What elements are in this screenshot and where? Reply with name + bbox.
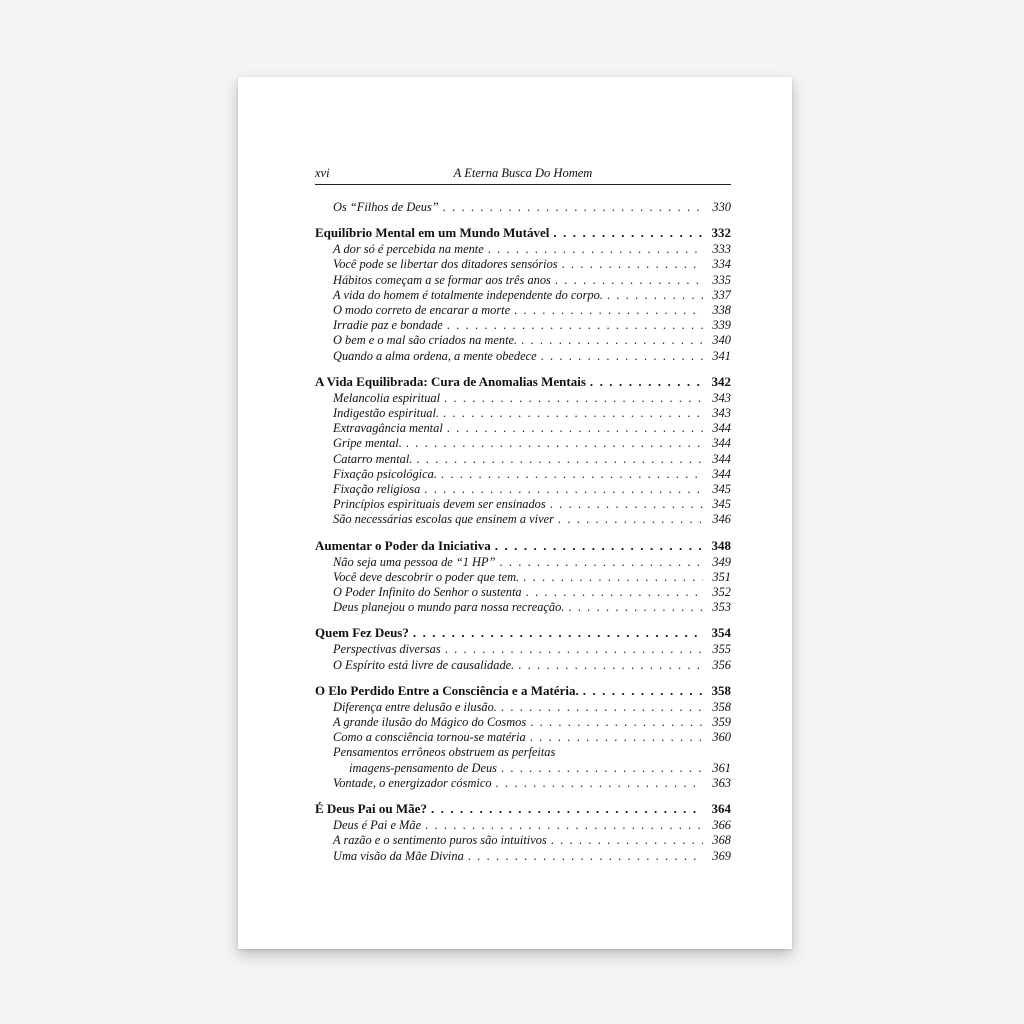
- toc-page-number: 343: [712, 406, 731, 421]
- toc-chapter-entry: [315, 800, 731, 817]
- toc-section-entry: [315, 467, 731, 482]
- toc-page-number: 344: [712, 466, 731, 481]
- toc-page-number: 358: [712, 699, 731, 714]
- toc-entry-title: Você pode se libertar dos ditadores sensórios: [333, 257, 558, 272]
- toc-entry-title: Deus planejou o mundo para nossa recreação.: [333, 600, 565, 615]
- toc-page-number: 356: [712, 657, 731, 672]
- toc-page-number: 338: [712, 303, 731, 318]
- dot-leader: [413, 624, 703, 641]
- running-head-title: A Eterna Busca Do Homem: [453, 166, 593, 180]
- toc-page-number: 349: [712, 554, 731, 569]
- toc-entry-title: Aumentar o Poder da Iniciativa: [315, 537, 491, 553]
- toc-section-entry: [315, 349, 731, 364]
- dot-leader: [607, 288, 703, 303]
- toc-page-number: 330: [712, 200, 731, 214]
- toc-page-number: 348: [711, 537, 731, 553]
- dot-leader: [443, 200, 703, 215]
- toc-section-entry: [315, 200, 731, 215]
- toc-page-number: 363: [712, 775, 731, 790]
- dot-leader: [495, 537, 703, 554]
- toc-entry-title: Irradie paz e bondade: [333, 318, 443, 333]
- toc-entry-title: A Vida Equilibrada: Cura de Anomalias Mentais: [315, 373, 586, 389]
- dot-leader: [447, 421, 703, 436]
- dot-leader: [551, 833, 703, 848]
- toc-page-number: 353: [712, 600, 731, 615]
- toc-page-number: 355: [712, 642, 731, 657]
- toc-page-number: 341: [712, 348, 731, 363]
- toc-section-entry: [315, 715, 731, 730]
- toc-chapter-entry: [315, 224, 731, 241]
- dot-leader: [583, 682, 703, 699]
- toc-entry-title: Indigestão espiritual.: [333, 406, 440, 421]
- toc-entry-title: O Elo Perdido Entre a Consciência e a Matéria.: [315, 682, 579, 698]
- toc-entry-title: A grande ilusão do Mágico do Cosmos: [333, 715, 527, 730]
- dot-leader: [558, 512, 703, 527]
- dot-leader: [530, 715, 703, 730]
- dot-leader: [521, 333, 703, 348]
- toc-page-number: 340: [712, 333, 731, 348]
- dot-leader: [416, 452, 703, 467]
- toc-page-number: 346: [712, 512, 731, 527]
- toc-section-entry: [315, 512, 731, 527]
- dot-leader: [444, 391, 703, 406]
- dot-leader: [488, 242, 703, 257]
- toc-section-entry: [315, 730, 731, 745]
- toc-section-entry: [315, 333, 731, 348]
- toc-entry-title: Fixação religiosa: [333, 482, 421, 497]
- toc-page-number: 344: [712, 451, 731, 466]
- toc-entry-title: Diferença entre delusão e ilusão.: [333, 699, 497, 714]
- toc-page-number: 333: [712, 242, 731, 257]
- toc-entry-title: A dor só é percebida na mente: [333, 242, 484, 257]
- toc-entry-title: Fixação psicológica.: [333, 466, 437, 481]
- toc-entry-title: Extravagância mental: [333, 421, 443, 436]
- toc-entry-title: São necessárias escolas que ensinem a viver: [333, 512, 554, 527]
- dot-leader: [550, 497, 703, 512]
- toc-section-entry: [315, 436, 731, 451]
- book-page: [238, 77, 792, 949]
- toc-entry-title: Princípios espirituais devem ser ensinados: [333, 497, 546, 512]
- toc-entry-title: Quando a alma ordena, a mente obedece: [333, 348, 537, 363]
- toc-page-number: 339: [712, 318, 731, 333]
- toc-page-number: 342: [711, 373, 731, 389]
- toc-page-number: 361: [712, 760, 731, 775]
- dot-leader: [526, 585, 703, 600]
- toc-entry-title: Não seja uma pessoa de “1 HP”: [333, 554, 496, 569]
- dot-leader: [501, 700, 703, 715]
- toc-section-entry: [315, 497, 731, 512]
- toc-entry-title: Como a consciência tornou-se matéria: [333, 730, 526, 745]
- toc-section-entry: [315, 570, 731, 585]
- toc-entry-title: Você deve descobrir o poder que tem.: [333, 569, 520, 584]
- toc-chapter-entry: [315, 624, 731, 641]
- toc-entry-title: Os “Filhos de Deus”: [333, 200, 439, 214]
- toc-page-number: 369: [712, 848, 731, 863]
- toc-page-number: 364: [711, 801, 731, 817]
- toc-entry-title: O bem e o mal são criados na mente.: [333, 333, 518, 348]
- dot-leader: [499, 555, 703, 570]
- toc-entry-title: A razão e o sentimento puros são intuitivos: [333, 833, 547, 848]
- toc-entry-title: Equilíbrio Mental em um Mundo Mutável: [315, 225, 550, 241]
- toc-page-number: 332: [711, 225, 731, 241]
- toc-entry-title: Gripe mental.: [333, 436, 402, 451]
- dot-leader: [553, 224, 703, 241]
- toc-section-entry: [315, 585, 731, 600]
- toc-section-entry: [315, 700, 731, 715]
- toc-section-entry: [315, 257, 731, 272]
- toc-page-number: 360: [712, 730, 731, 745]
- toc-chapter-entry: [315, 373, 731, 390]
- dot-leader: [441, 467, 703, 482]
- dot-leader: [590, 373, 703, 390]
- toc-entry-title: Perspectivas diversas: [333, 642, 441, 657]
- toc-entry-title: Uma visão da Mãe Divina: [333, 848, 464, 863]
- dot-leader: [514, 303, 703, 318]
- toc-page-number: 343: [712, 390, 731, 405]
- toc-section-entry: [315, 391, 731, 406]
- toc-page-number: 366: [712, 818, 731, 833]
- dot-leader: [555, 273, 703, 288]
- dot-leader: [518, 658, 703, 673]
- toc-entry-title: imagens-pensamento de Deus: [349, 760, 497, 775]
- toc-entry-title: O Espírito está livre de causalidade.: [333, 657, 515, 672]
- toc-entry-title: O modo correto de encarar a morte: [333, 303, 511, 318]
- dot-leader: [541, 349, 703, 364]
- toc-entry-title: Catarro mental.: [333, 451, 413, 466]
- dot-leader: [447, 318, 703, 333]
- toc-entry-title: A vida do homem é totalmente independente do corpo.: [333, 287, 603, 302]
- toc-section-entry: [315, 421, 731, 436]
- toc-page-number: 352: [712, 585, 731, 600]
- dot-leader: [443, 406, 703, 421]
- toc-page-number: 344: [712, 421, 731, 436]
- dot-leader: [468, 849, 703, 864]
- dot-leader: [496, 776, 703, 791]
- dot-leader: [425, 818, 703, 833]
- toc-section-entry: [315, 745, 731, 760]
- toc-page-number: 351: [712, 569, 731, 584]
- toc-chapter-entry: [315, 537, 731, 554]
- dot-leader: [431, 800, 703, 817]
- toc-section-entry: [315, 658, 731, 673]
- toc-section-entry: [315, 273, 731, 288]
- page-content: [315, 166, 731, 864]
- running-head: [315, 166, 731, 185]
- toc-page-number: 334: [712, 257, 731, 272]
- toc-entry-title: O Poder Infinito do Senhor o sustenta: [333, 585, 522, 600]
- dot-leader: [445, 642, 703, 657]
- toc-page-number: 368: [712, 833, 731, 848]
- toc-section-entry: [315, 555, 731, 570]
- toc-section-entry: [315, 776, 731, 791]
- toc-chapter-entry: [315, 682, 731, 699]
- toc-entry-title: É Deus Pai ou Mãe?: [315, 801, 427, 817]
- dot-leader: [568, 600, 703, 615]
- toc-entry-title: Deus é Pai e Mãe: [333, 818, 422, 833]
- dot-leader: [406, 436, 703, 451]
- toc-section-entry: [315, 288, 731, 303]
- dot-leader: [501, 761, 703, 776]
- toc-page-number: 344: [712, 436, 731, 451]
- toc-section-entry: [315, 318, 731, 333]
- dot-leader: [523, 570, 703, 585]
- toc-entry-title: Hábitos começam a se formar aos três anos: [333, 272, 551, 287]
- toc-page-number: 335: [712, 272, 731, 287]
- toc-page-number: 345: [712, 497, 731, 512]
- toc-page-number: 337: [712, 287, 731, 302]
- toc-section-entry: [315, 482, 731, 497]
- toc-section-entry: [315, 452, 731, 467]
- toc-section-entry: [315, 406, 731, 421]
- toc-entry-title: Vontade, o energizador cósmico: [333, 775, 492, 790]
- toc-entry-title: Quem Fez Deus?: [315, 625, 409, 641]
- toc-section-entry: [315, 761, 731, 776]
- toc-section-entry: [315, 849, 731, 864]
- table-of-contents: [315, 200, 731, 864]
- toc-section-entry: [315, 818, 731, 833]
- toc-section-entry: [315, 242, 731, 257]
- dot-leader: [530, 730, 703, 745]
- dot-leader: [424, 482, 703, 497]
- toc-section-entry: [315, 642, 731, 657]
- toc-page-number: 354: [711, 625, 731, 641]
- toc-page-number: 345: [712, 482, 731, 497]
- toc-section-entry: [315, 600, 731, 615]
- dot-leader: [562, 257, 703, 272]
- toc-section-entry: [315, 303, 731, 318]
- toc-page-number: 359: [712, 715, 731, 730]
- toc-entry-title: Melancolia espiritual: [333, 390, 441, 405]
- toc-page-number: 358: [711, 682, 731, 698]
- folio: xvi: [315, 166, 330, 180]
- toc-entry-title: Pensamentos errôneos obstruem as perfeitas: [333, 745, 556, 760]
- toc-section-entry: [315, 833, 731, 848]
